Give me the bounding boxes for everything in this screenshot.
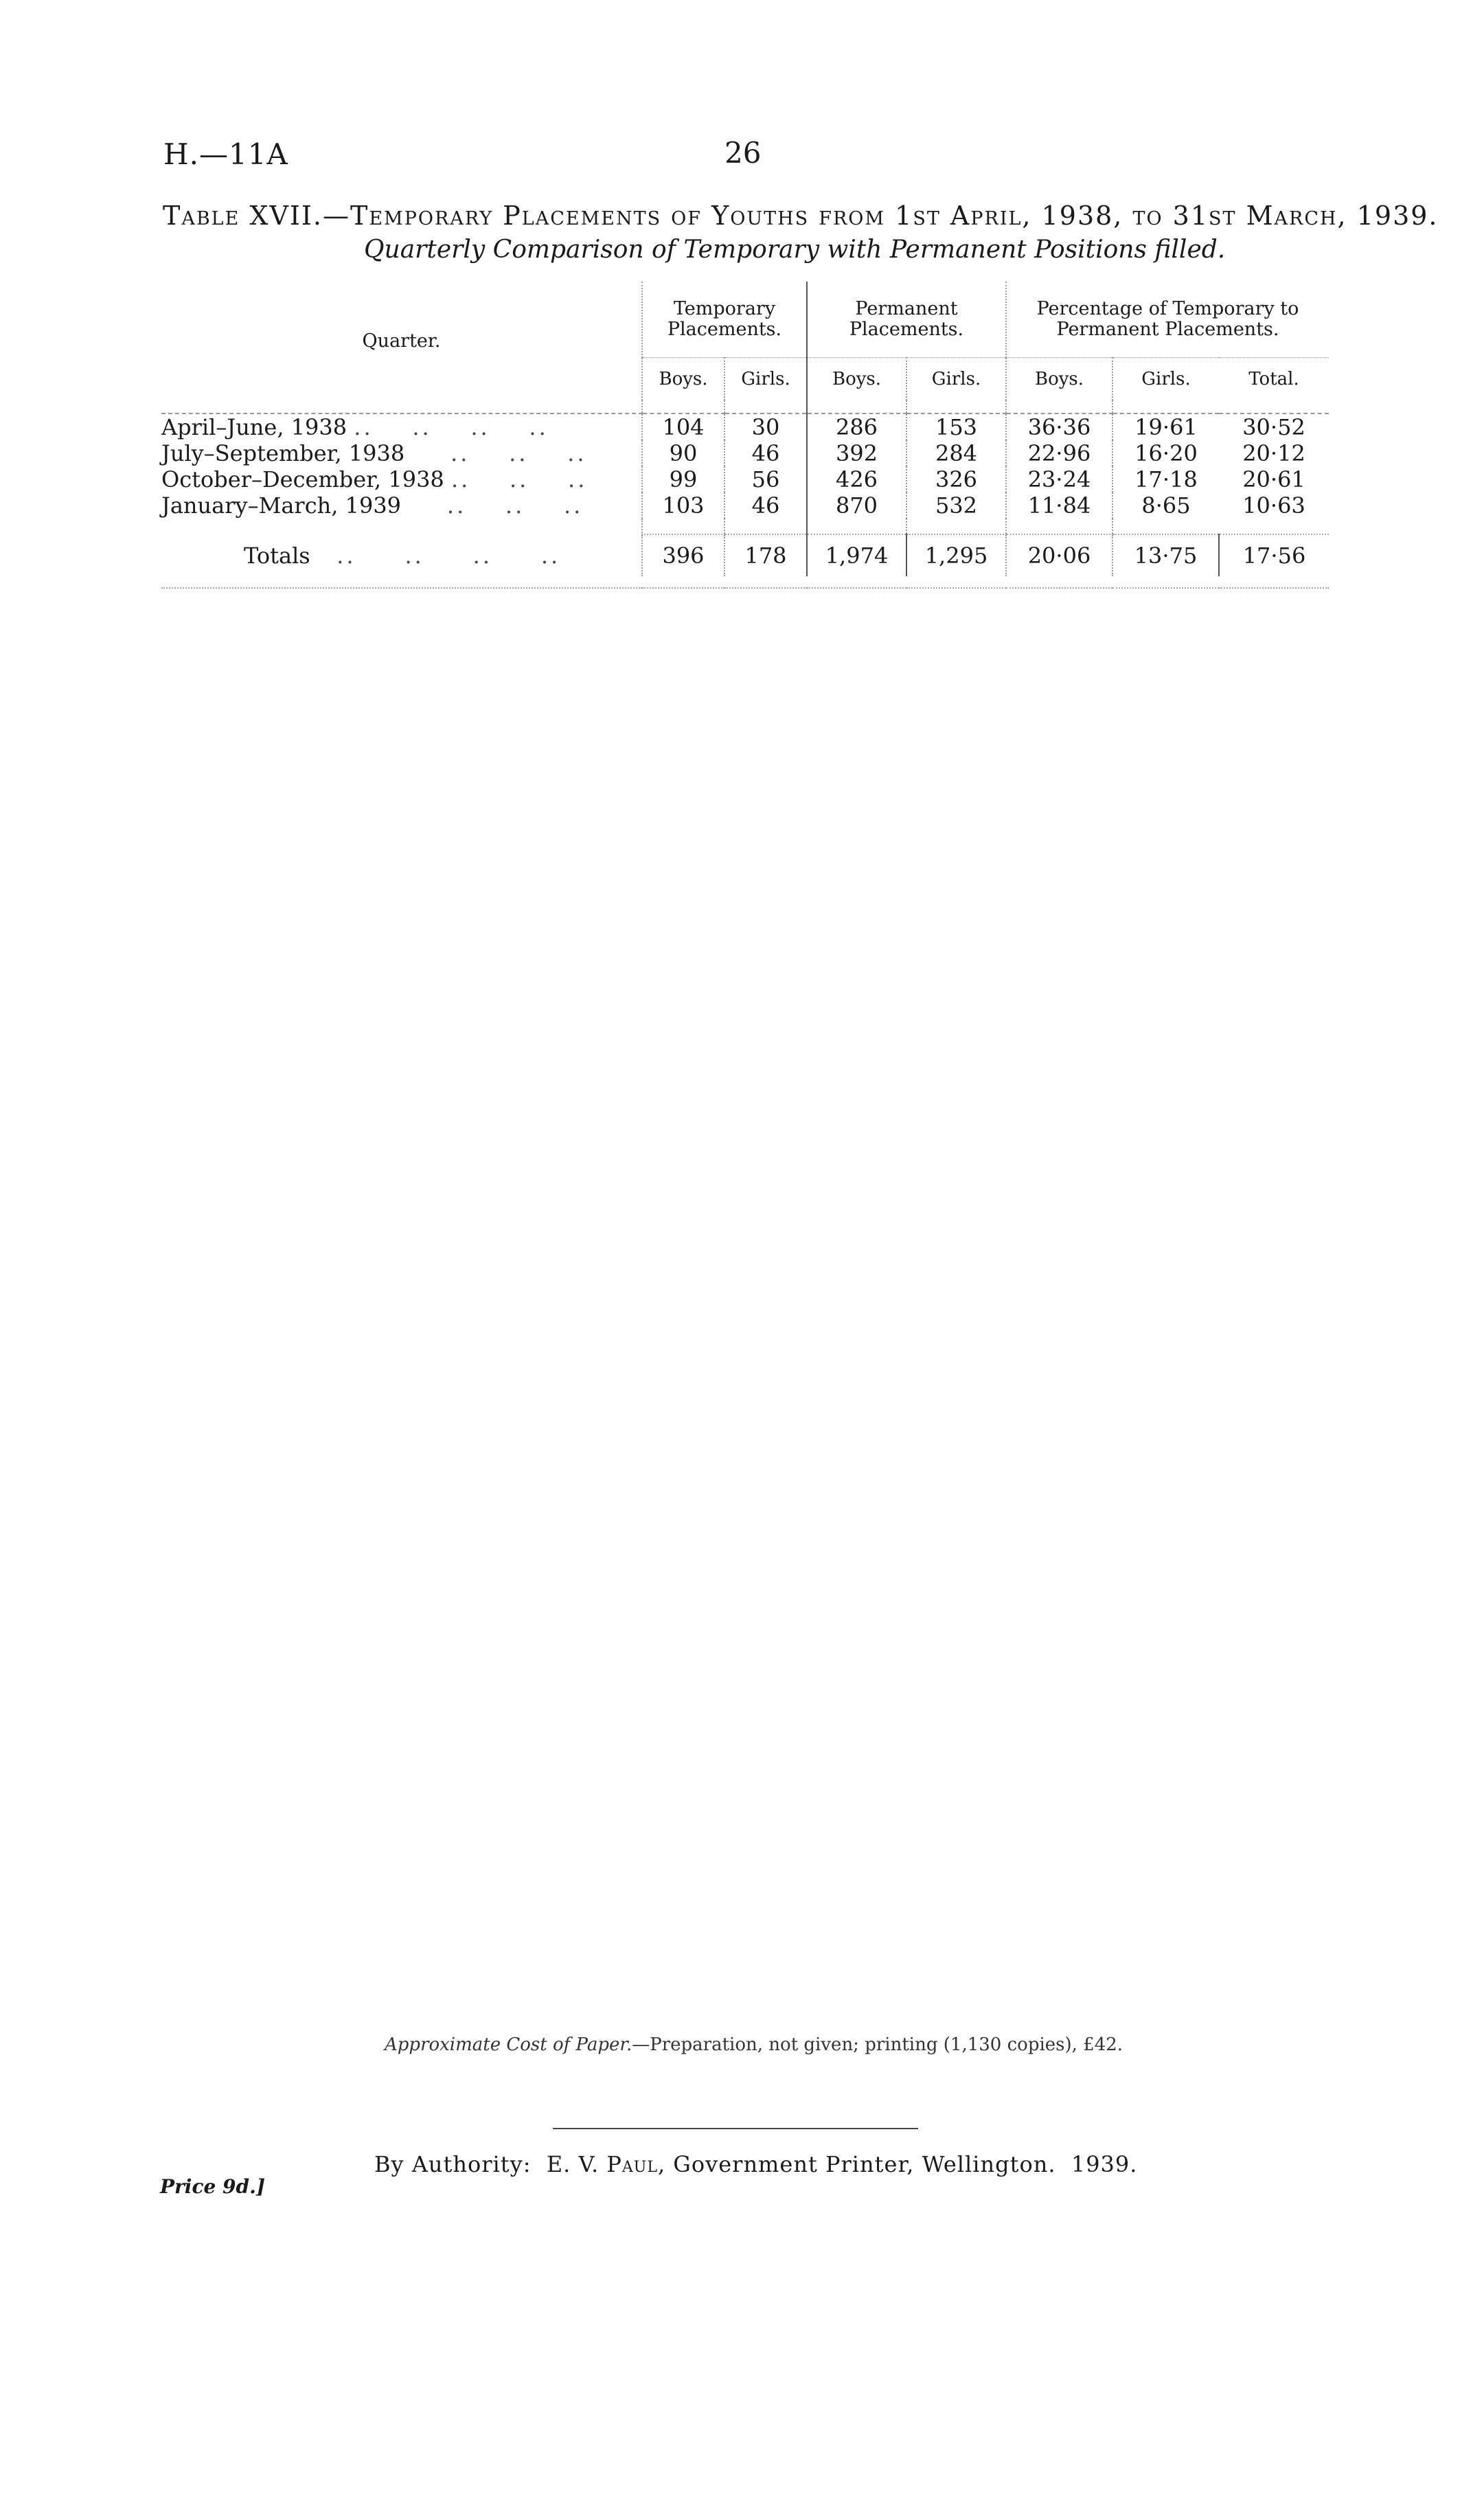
- perm-boys-cell: 392: [807, 440, 906, 466]
- page-number: 26: [724, 136, 762, 170]
- header-pct-boys: Boys.: [1006, 358, 1112, 401]
- authority-rest: Government Printer, Wellington.: [673, 2151, 1056, 2177]
- pct-girls-cell: 16·20: [1112, 440, 1219, 466]
- header-permanent-placements: Permanent Placements.: [807, 282, 1006, 358]
- totals-rule: [161, 519, 1329, 534]
- pct-girls-cell: 8·65: [1112, 492, 1219, 519]
- row-quarter: October–December, 1938: [161, 466, 444, 492]
- table-row: [161, 466, 1329, 492]
- table-row: [161, 413, 1329, 440]
- printer-authority: [374, 2151, 1137, 2177]
- perm-girls-cell: 532: [906, 492, 1006, 519]
- cost-note: [385, 2034, 1140, 2055]
- temp-girls-cell: 46: [724, 492, 807, 519]
- total-pct-girls: 13·75: [1112, 534, 1219, 576]
- table-subtitle: Quarterly Comparison of Temporary with Permanent Positions filled.: [364, 236, 1226, 264]
- pct-boys-cell: 11·84: [1006, 492, 1112, 519]
- total-perm-boys: 1,974: [807, 534, 906, 576]
- leader-dots: .. .. ..: [408, 492, 584, 519]
- leader-dots: .. .. ..: [411, 440, 587, 466]
- placements-table: [161, 282, 1329, 589]
- header-temporary-placements: Temporary Placements.: [642, 282, 807, 358]
- pct-total-cell: 20·61: [1242, 466, 1305, 492]
- perm-boys-cell: 426: [807, 466, 906, 492]
- header-pct-total: Total.: [1248, 369, 1299, 389]
- perm-boys-cell: 286: [807, 413, 906, 440]
- row-quarter-cell: [161, 466, 642, 492]
- document-reference: H.—11A: [163, 137, 288, 171]
- total-temp-girls: 178: [724, 534, 807, 576]
- total-perm-girls: 1,295: [906, 534, 1006, 576]
- leader-dots: .. .. ..: [450, 466, 588, 492]
- temp-boys-cell: 99: [642, 466, 724, 492]
- row-quarter: April–June, 1938: [161, 414, 347, 440]
- temp-girls-cell: 30: [724, 413, 807, 440]
- table-title: Table XVII.—Temporary Placements of Youths from 1st April, 1938, to 31st March, 1939.: [163, 201, 1439, 231]
- authority-year: 1939.: [1071, 2151, 1138, 2177]
- total-pct-boys: 20·06: [1006, 534, 1112, 576]
- header-pct-girls: Girls.: [1112, 358, 1219, 401]
- authority-prefix: By Authority:: [374, 2151, 532, 2177]
- authority-name: E. V. Paul,: [546, 2151, 666, 2177]
- pct-boys-cell: 23·24: [1006, 466, 1112, 492]
- header-temp-boys: Boys.: [642, 358, 724, 401]
- perm-girls-cell: 153: [906, 413, 1006, 440]
- header-perm-girls: Girls.: [906, 358, 1006, 401]
- totals-label-cell: [161, 534, 642, 576]
- cost-note-text: —Preparation, not given; printing (1,130 copies), £42.: [632, 2034, 1123, 2055]
- leader-dots: .. .. .. ..: [317, 542, 561, 569]
- temp-boys-cell: 104: [642, 413, 724, 440]
- cost-note-lead: Approximate Cost of Paper.: [385, 2034, 632, 2055]
- temp-boys-cell: 90: [642, 440, 724, 466]
- totals-label: Totals: [244, 542, 310, 569]
- pct-girls-cell: 17·18: [1112, 466, 1219, 492]
- pct-boys-cell: 22·96: [1006, 440, 1112, 466]
- pct-total-cell: 30·52: [1242, 414, 1305, 440]
- table-bottom-rule: [161, 576, 1329, 588]
- row-quarter-cell: [161, 440, 642, 466]
- table-row: [161, 440, 1329, 466]
- pct-total-cell: 10·63: [1242, 492, 1305, 519]
- leader-dots: .. .. .. ..: [354, 414, 549, 440]
- price-label: Price 9d.]: [160, 2175, 266, 2198]
- temp-girls-cell: 46: [724, 440, 807, 466]
- footer-rule: [553, 2128, 918, 2129]
- header-percentage: Percentage of Temporary to Permanent Placements.: [1006, 282, 1329, 358]
- row-quarter-cell: [161, 492, 642, 519]
- perm-girls-cell: 284: [906, 440, 1006, 466]
- table-row: [161, 492, 1329, 519]
- totals-row: [161, 534, 1329, 576]
- header-perm-boys: Boys.: [807, 358, 906, 401]
- header-rule: [161, 400, 1329, 413]
- total-temp-boys: 396: [642, 534, 724, 576]
- table-header-group-row: [161, 282, 1329, 358]
- temp-boys-cell: 103: [642, 492, 724, 519]
- temp-girls-cell: 56: [724, 466, 807, 492]
- pct-girls-cell: 19·61: [1112, 413, 1219, 440]
- row-quarter-cell: [161, 413, 642, 440]
- row-quarter: July–September, 1938: [161, 440, 405, 466]
- pct-total-cell: 20·12: [1242, 440, 1305, 466]
- header-quarter: Quarter.: [362, 330, 441, 352]
- header-temp-girls: Girls.: [724, 358, 807, 401]
- perm-boys-cell: 870: [807, 492, 906, 519]
- pct-boys-cell: 36·36: [1006, 413, 1112, 440]
- total-pct-total: 17·56: [1219, 534, 1329, 576]
- row-quarter: January–March, 1939: [161, 492, 402, 519]
- perm-girls-cell: 326: [906, 466, 1006, 492]
